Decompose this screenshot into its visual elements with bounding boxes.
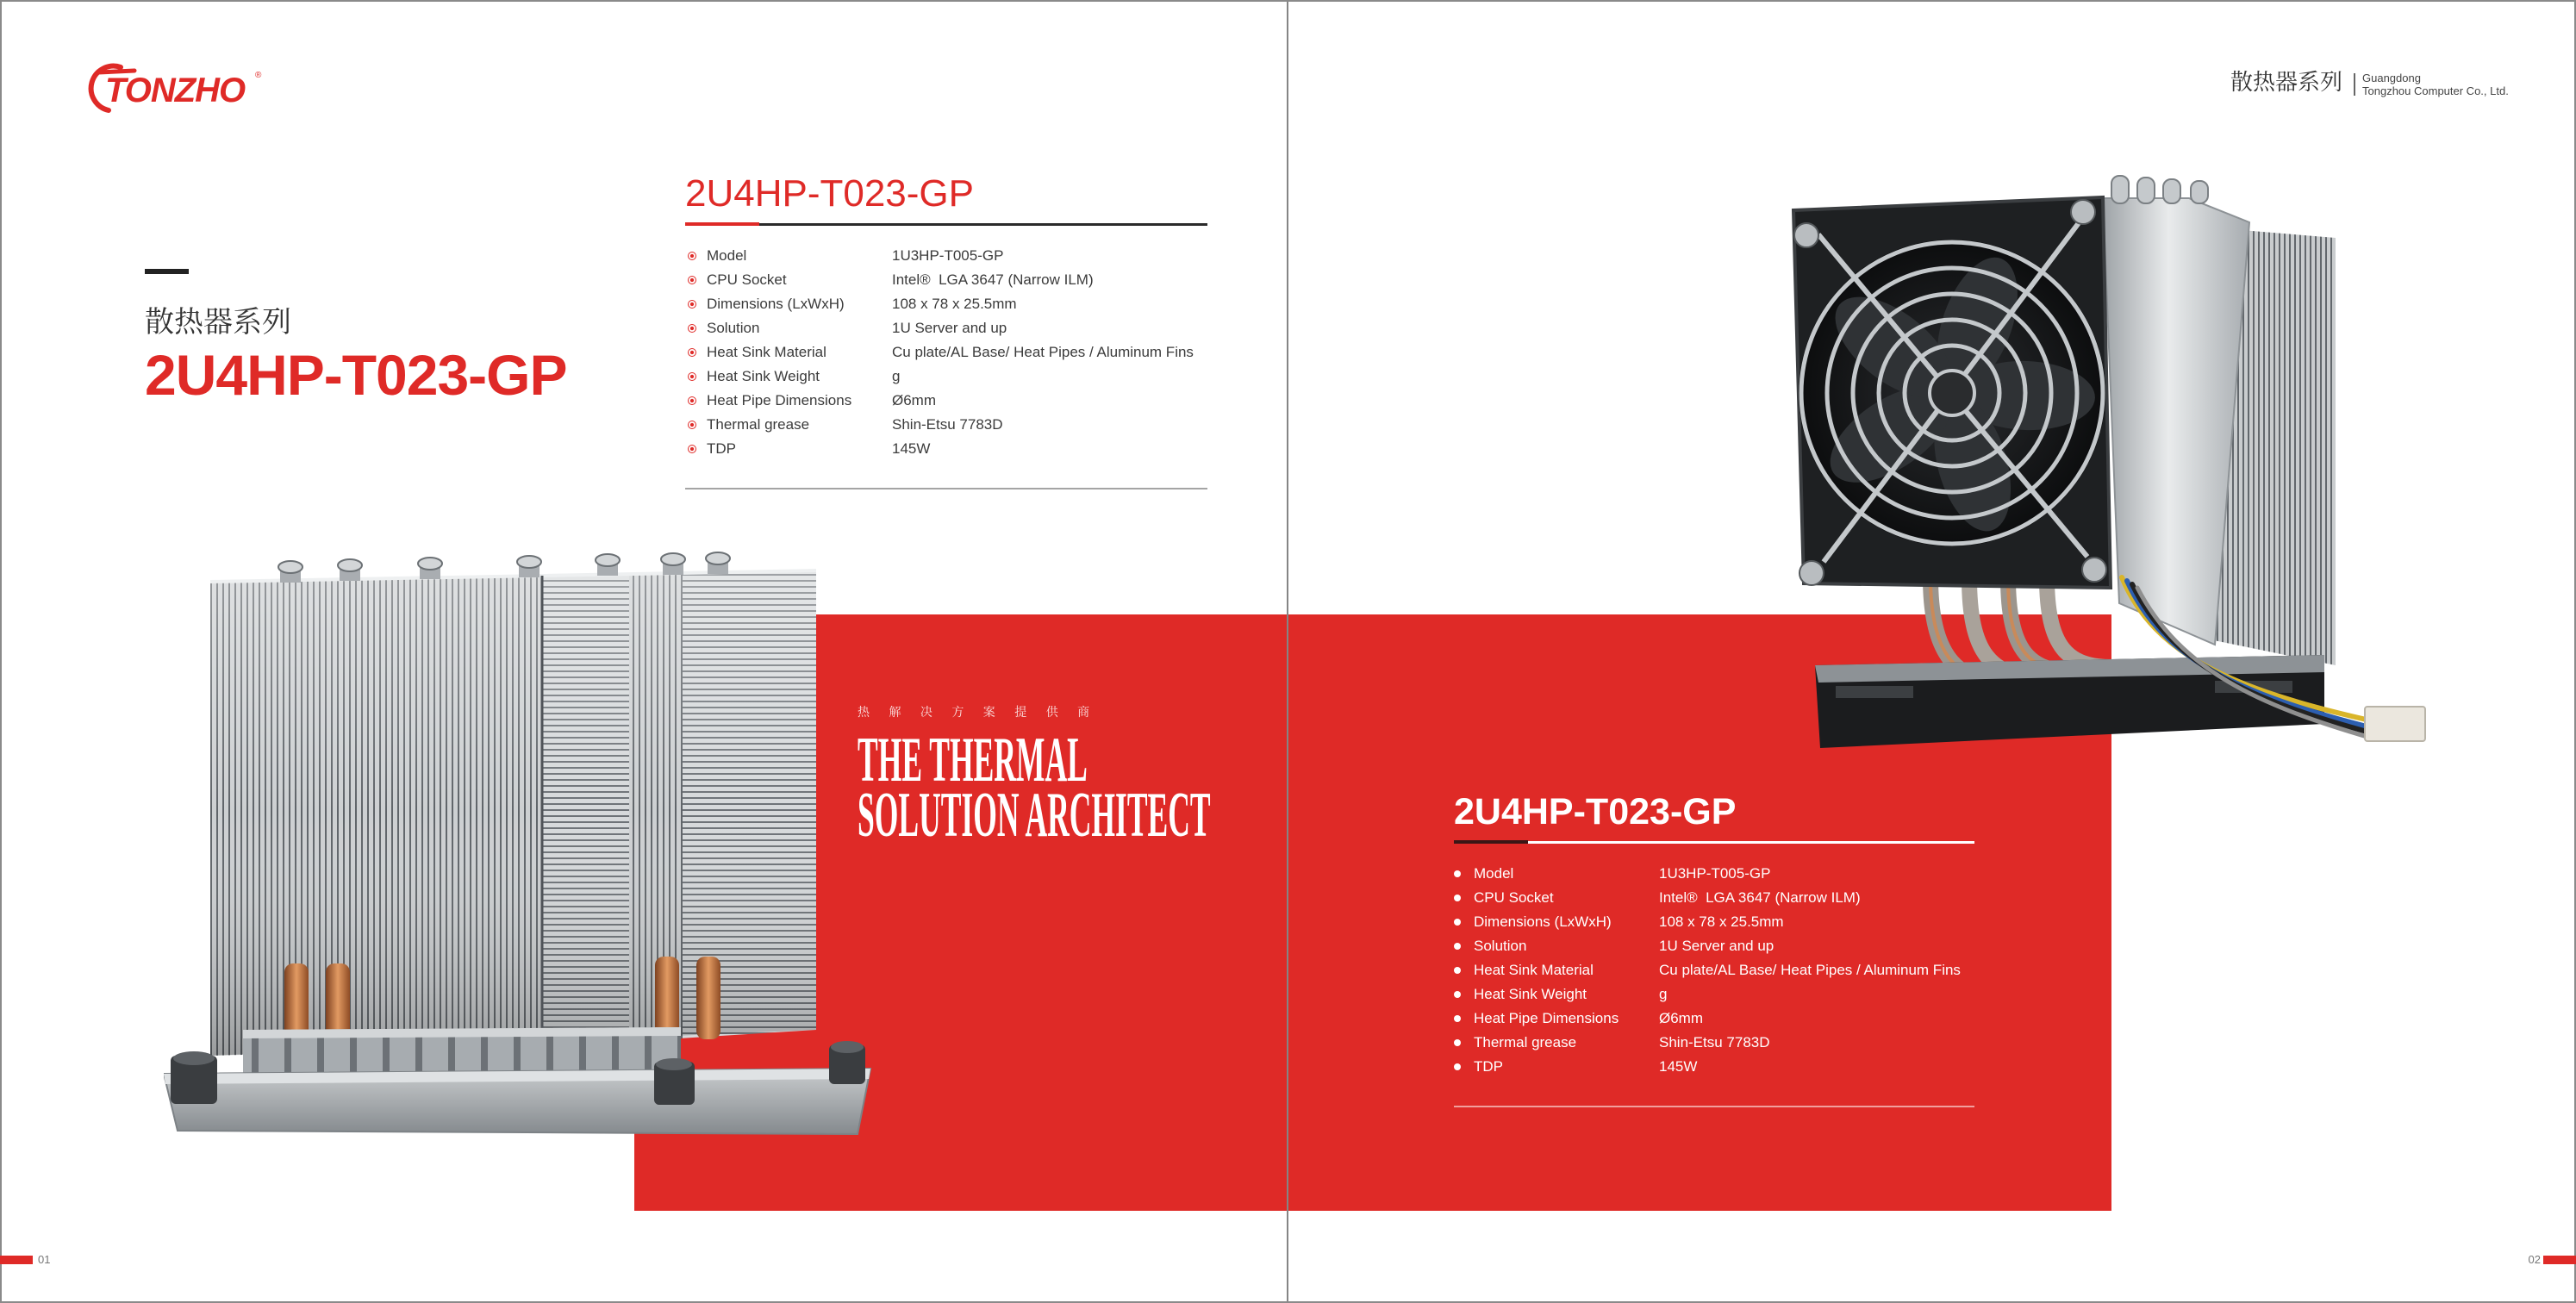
spec-label: Heat Sink Material [1474,962,1594,978]
logo-wordmark: TONZHO [105,72,246,109]
spec-value: Shin-Etsu 7783D [1659,1034,1770,1051]
tonzho-logo [83,60,267,115]
spec-row-tdp [1454,1055,1961,1079]
spec-label: Solution [1474,938,1527,954]
spec-value: 1U Server and up [1659,938,1775,954]
spec-value: 1U3HP-T005-GP [892,247,1004,264]
bullet-icon [688,324,696,333]
spec-row-model [688,244,1194,268]
bullet-icon [688,421,696,429]
bullet-icon [688,252,696,260]
spec-divider-bottom [1454,1106,1974,1107]
spec-row-heat-sink-weight [1454,982,1961,1007]
spec-value: g [1659,986,1668,1002]
spec-label: Thermal grease [707,416,810,433]
series-label-right: 散热器系列 [2230,70,2343,96]
mounting-bracket [1815,655,2324,748]
title-underline [1528,841,1974,844]
bullet-icon [1454,870,1461,877]
bullet-icon [1454,919,1461,926]
spec-value: 145W [1659,1058,1698,1075]
spec-row-heat-sink-material [688,340,1194,365]
fan-connector [2365,707,2425,741]
spec-row-cpu-socket [688,268,1194,292]
series-label-left: 散热器系列 [145,305,291,340]
model-title-large: 2U4HP-T023-GP [145,343,567,407]
headline-line-1: THE THERMAL [858,725,1088,795]
spec-label: Heat Pipe Dimensions [1474,1010,1619,1026]
bullet-icon [688,445,696,453]
headline-line-2: SOLUTION ARCHITECT [858,780,1211,851]
page-number-bar-right [2543,1256,2576,1264]
spec-label: CPU Socket [1474,889,1554,906]
spec-value: Ø6mm [892,392,936,408]
spec-row-heat-pipe-dimensions [1454,1007,1961,1031]
spec-divider-top [685,488,1207,489]
title-underline-accent [1454,840,1528,844]
page-number-bar-left [0,1256,33,1264]
spec-row-dimensions [1454,910,1961,934]
spec-row-dimensions [688,292,1194,316]
spec-row-solution [1454,934,1961,958]
spec-value: Intel® LGA 3647 (Narrow ILM) [1659,889,1861,906]
spec-label: Heat Sink Weight [707,368,820,384]
spec-row-heat-sink-material [1454,958,1961,982]
company-name-line-2: Tongzhou Computer Co., Ltd. [2362,84,2509,97]
spec-value: Ø6mm [1659,1010,1703,1026]
spec-row-model [1454,862,1961,886]
spec-row-heat-sink-weight [688,365,1194,389]
spec-value: 108 x 78 x 25.5mm [1659,913,1784,930]
title-underline-accent [685,222,759,226]
spec-value: Intel® LGA 3647 (Narrow ILM) [892,271,1094,288]
bullet-icon [1454,943,1461,950]
spec-row-heat-pipe-dimensions [688,389,1194,413]
bullet-icon [1454,1015,1461,1022]
company-name-line-1: Guangdong [2362,72,2421,84]
spec-row-solution [688,316,1194,340]
spec-label: Model [1474,865,1514,882]
bullet-icon [688,348,696,357]
spec-value: Cu plate/AL Base/ Heat Pipes / Aluminum Fins [1659,962,1961,978]
spec-label: Thermal grease [1474,1034,1577,1051]
spec-label: TDP [707,440,736,457]
bullet-icon [1454,895,1461,901]
page-number-left: 01 [38,1253,51,1266]
spec-title-top: 2U4HP-T023-GP [685,172,975,215]
bullet-icon [1454,1063,1461,1070]
registered-mark: ® [255,71,262,80]
heading-dash [145,269,189,274]
cooling-fan [1793,197,2111,588]
spec-row-thermal-grease [1454,1031,1961,1055]
bullet-icon [1454,967,1461,974]
spec-list-top [688,244,1194,461]
spec-value: g [892,368,901,384]
spec-value: 1U Server and up [892,320,1007,336]
spec-label: Heat Pipe Dimensions [707,392,852,408]
heatsink-2u-photo [164,552,879,1146]
spec-row-thermal-grease [688,413,1194,437]
spec-label: Dimensions (LxWxH) [707,296,845,312]
spec-label: CPU Socket [707,271,787,288]
bullet-icon [1454,1039,1461,1046]
spec-label: Dimensions (LxWxH) [1474,913,1612,930]
fan-heatsink-photo [1784,172,2439,767]
spec-row-cpu-socket [1454,886,1961,910]
page-number-right: 02 [2528,1253,2541,1266]
spec-value: Shin-Etsu 7783D [892,416,1003,433]
spec-value: 145W [892,440,931,457]
page-spine-divider [1287,0,1288,1303]
spec-value: Cu plate/AL Base/ Heat Pipes / Aluminum Fins [892,344,1194,360]
spec-label: TDP [1474,1058,1503,1075]
base-plate [164,1069,870,1134]
bullet-icon [688,276,696,284]
spec-title-bottom: 2U4HP-T023-GP [1454,791,1737,832]
header-separator [2354,73,2355,96]
spec-list-bottom [1454,862,1961,1079]
spec-label: Model [707,247,747,264]
tagline-chinese: 热 解 决 方 案 提 供 商 [858,706,1098,720]
spec-value: 108 x 78 x 25.5mm [892,296,1017,312]
spec-label: Heat Sink Material [707,344,826,360]
spec-value: 1U3HP-T005-GP [1659,865,1771,882]
bullet-icon [1454,991,1461,998]
spec-row-tdp [688,437,1194,461]
title-underline [759,223,1207,226]
spec-label: Solution [707,320,760,336]
bullet-icon [688,372,696,381]
bullet-icon [688,396,696,405]
spec-label: Heat Sink Weight [1474,986,1587,1002]
bullet-icon [688,300,696,309]
